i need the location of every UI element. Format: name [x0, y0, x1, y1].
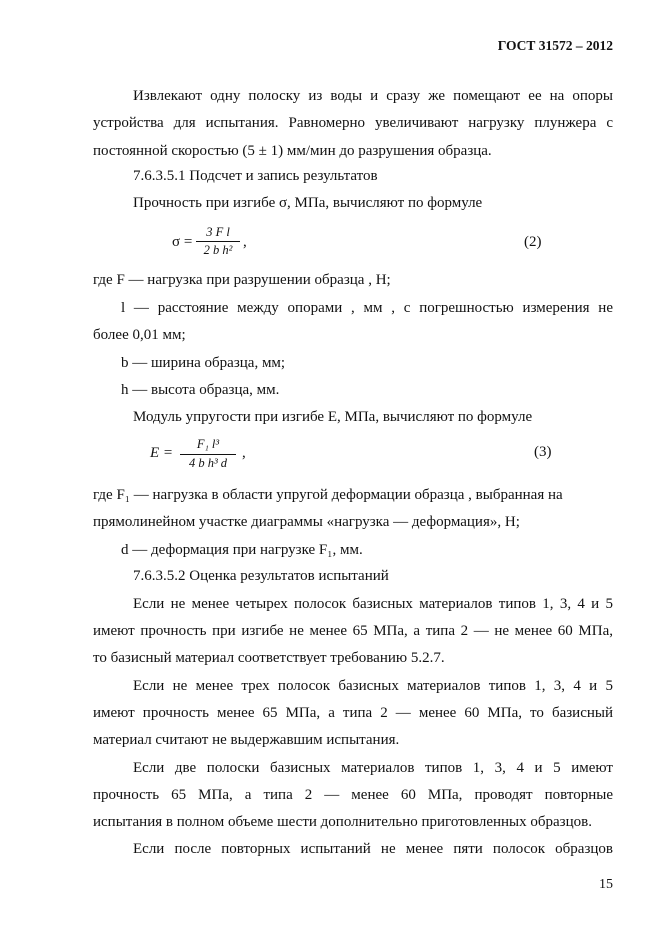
formula-number: (2) — [524, 234, 542, 250]
paragraph-line: Прочность при изгибе σ, МПа, вычисляют по формуле — [133, 195, 483, 211]
paragraph-line: устройства для испытания. Равномерно увеличивают нагрузку плунжера с — [93, 115, 613, 131]
definition-line: h — высота образца, мм. — [121, 382, 280, 398]
paragraph-line: прочность 65 МПа, а типа 2 — менее 60 МПа, проводят повторные — [93, 787, 613, 803]
definition-line: l — расстояние между опорами , мм , с погрешностью измерения не — [121, 300, 613, 316]
formula-denominator: 4 b h³ d — [188, 456, 228, 470]
formula-denominator: 2 b h² — [203, 243, 233, 257]
formula-lhs: E = — [150, 445, 174, 461]
definition-line: d — деформация при нагрузке F₁, мм. — [121, 542, 363, 558]
paragraph-line: Модуль упругости при изгибе E, МПа, вычисляют по формуле — [133, 409, 533, 425]
formula-comma: , — [242, 445, 246, 461]
definition-line: прямолинейном участке диаграммы «нагрузка — деформация», Н; — [93, 514, 520, 530]
paragraph-line: Если не менее четырех полосок базисных материалов типов 1, 3, 4 и 5 — [133, 596, 613, 612]
formula-lhs: σ = — [172, 234, 193, 250]
formula-numerator: F₁ l³ — [196, 437, 220, 451]
paragraph-line: имеют прочность при изгибе не менее 65 МПа, а типа 2 — не менее 60 МПа, — [93, 623, 613, 639]
paragraph-line: Если две полоски базисных материалов типов 1, 3, 4 и 5 имеют — [133, 760, 613, 776]
paragraph-line: Если после повторных испытаний не менее пяти полосок образцов — [133, 841, 613, 857]
page-number: 15 — [599, 877, 613, 892]
definition-line: b — ширина образца, мм; — [121, 355, 286, 371]
formula-comma: , — [243, 234, 247, 250]
paragraph-line: Извлекают одну полоску из воды и сразу же помещают ее на опоры — [133, 88, 613, 104]
definition-line: где F — нагрузка при разрушении образца , Н; — [93, 272, 391, 288]
formula-number: (3) — [534, 444, 552, 460]
paragraph-line: испытания в полном объеме шести дополнительно приготовленных образцов. — [93, 814, 592, 830]
formula-numerator: 3 F l — [206, 225, 230, 239]
section-heading: 7.6.3.5.2 Оценка результатов испытаний — [133, 568, 389, 584]
paragraph-line: Если не менее трех полосок базисных материалов типов 1, 3, 4 и 5 — [133, 678, 613, 694]
document-header: ГОСТ 31572 – 2012 — [497, 38, 613, 53]
paragraph-line: то базисный материал соответствует требованию 5.2.7. — [93, 650, 445, 666]
fraction-bar — [180, 454, 236, 455]
definition-line: где F₁ — нагрузка в области упругой деформации образца , выбранная на — [93, 487, 563, 503]
fraction-bar — [196, 241, 240, 242]
paragraph-line: имеют прочность менее 65 МПа, а типа 2 — менее 60 МПа, то базисный — [93, 705, 613, 721]
definition-line: более 0,01 мм; — [93, 327, 186, 343]
section-heading: 7.6.3.5.1 Подсчет и запись результатов — [133, 168, 378, 184]
paragraph-line: постоянной скоростью (5 ± 1) мм/мин до разрушения образца. — [93, 143, 492, 159]
paragraph-line: материал считают не выдержавшим испытания. — [93, 732, 400, 748]
